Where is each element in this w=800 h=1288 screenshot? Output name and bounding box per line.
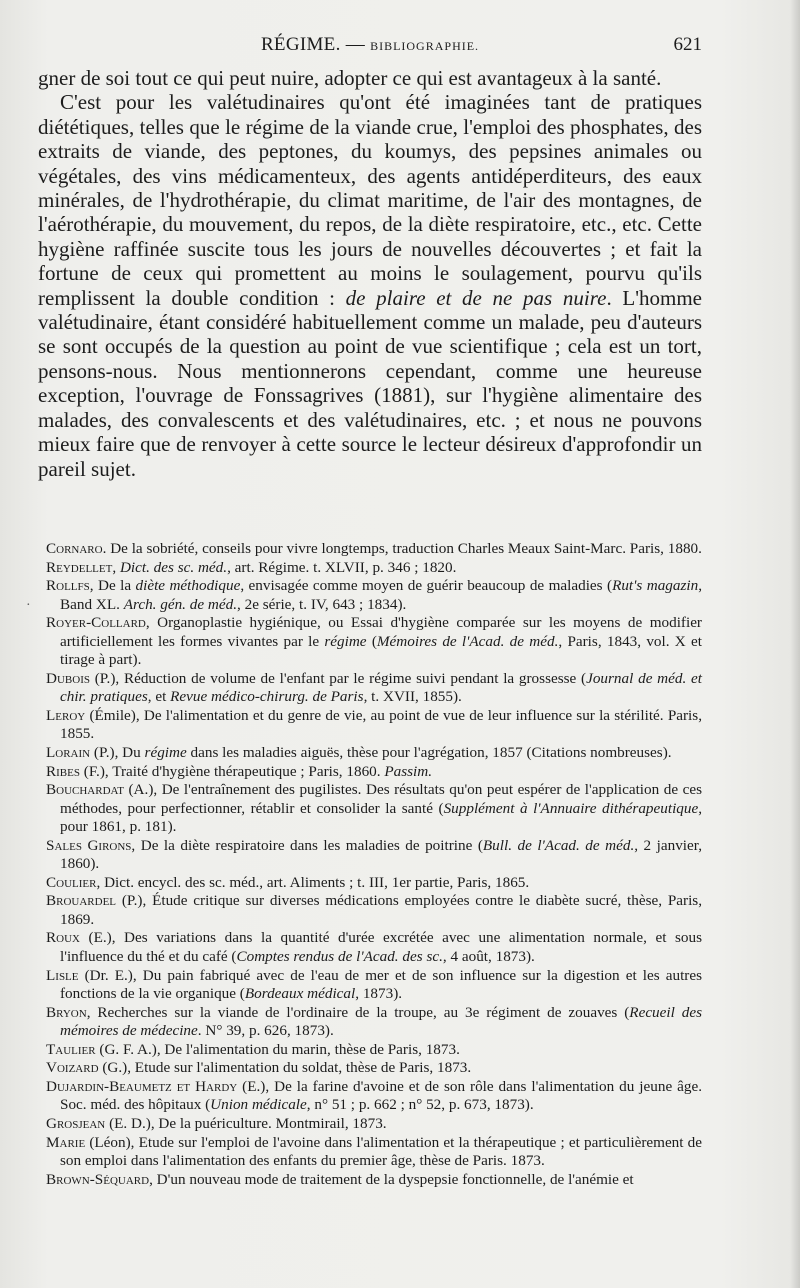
margin-mark: · — [26, 598, 31, 613]
bibliography-entry-italic: Bordeaux médical — [244, 985, 356, 1003]
bibliography-entry: Voizard (G.), Etude sur l'alimentation du soldat, thèse de Paris, 1873. — [46, 1059, 472, 1077]
bibliography-entry-italic: Mémoires de l'Acad. de méd. — [376, 632, 559, 650]
bibliography-author: Bryon, — [46, 1003, 91, 1021]
bibliography-author: Voizard — [46, 1059, 99, 1077]
bibliography-author: Ribes — [46, 762, 80, 780]
bibliography-entry: Taulier (G. F. A.), De l'alimentation du marin, thèse de Paris, 1873. — [46, 1040, 460, 1058]
bibliography-entry: Marie (Léon), Etude sur l'emploi de l'avoine dans l'alimentation et la thérapeutique ; et particulièrement de son emploi dans l'alimentation des enfants du premier âge, thèse de Paris. 1873. — [46, 1133, 702, 1170]
bibliography-entry: Coulier, Dict. encycl. des sc. méd., art. Aliments ; t. III, 1er partie, Paris, 1865. — [46, 873, 530, 891]
bibliography-author: Lorain — [46, 744, 91, 762]
bibliography-entry-italic: régime — [144, 744, 187, 762]
bibliography-entry-italic: Revue médico-chirurg. de Paris — [170, 688, 364, 706]
bibliography-entry: Reydellet, Dict. des sc. méd., art. Régime. t. XLVII, p. 346 ; 1820. — [46, 558, 457, 576]
bibliography-author: Sales Girons, — [46, 836, 136, 854]
bibliography-author: Rollfs, — [46, 577, 94, 595]
bibliography-entry-italic: Journal de méd. et chir. pratiques — [60, 669, 702, 706]
running-head — [38, 34, 702, 58]
bibliography-entry: Lisle (Dr. E.), Du pain fabriqué avec de l'eau de mer et de son influence sur la digestion et les autres fonctions de la vie organique (Bordeaux médical, 1873). — [46, 966, 702, 1003]
bibliography-author: Leroy — [46, 706, 86, 724]
bibliography-entry: Grosjean (E. D.), De la puériculture. Montmirail, 1873. — [46, 1114, 387, 1132]
bibliography-author: Brouardel — [46, 892, 117, 910]
bibliography-entry-italic: Rut's magazin — [612, 577, 699, 595]
bibliography-entry: Brown-Séquard, D'un nouveau mode de traitement de la dyspepsie fonctionnelle, de l'anémie et — [46, 1170, 634, 1188]
bibliography-author: Brown-Séquard, — [46, 1170, 153, 1188]
bibliography-entry: Royer-Collard, Organoplastie hygiénique, ou Essai d'hygiène comparée sur les moyens de modifier artificiellement les formes vivantes par le régime (Mémoires de l'Acad. de méd., Paris, 1843, vol. X et tirage à part). — [46, 614, 702, 669]
bibliography-author: Marie — [46, 1133, 86, 1151]
bibliography-author: Grosjean — [46, 1114, 106, 1132]
bibliography-author: Reydellet, — [46, 558, 117, 576]
running-head-section: RÉGIME. — [260, 34, 341, 55]
body-paragraph: gner de soi tout ce qui peut nuire, adopter ce qui est avantageux à la santé. — [38, 66, 662, 90]
bibliography-entry: Roux (E.), Des variations dans la quantité d'urée excrétée avec une alimentation normale, et sous l'influence du thé et du café (Comptes rendus de l'Acad. des sc., 4 août, 1873). — [46, 929, 702, 966]
bibliography-entry: Leroy (Émile), De l'alimentation et du genre de vie, au point de vue de leur influence sur la stérilité. Paris, 1855. — [46, 706, 702, 743]
bibliography-entry: Dujardin-Beaumetz et Hardy (E.), De la farine d'avoine et de son rôle dans l'alimentation du jeune âge. Soc. méd. des hôpitaux (Union médicale, n° 51 ; p. 662 ; n° 52, p. 673, 1873). — [46, 1077, 702, 1114]
bibliography-author: Coulier, — [46, 873, 101, 891]
bibliography-entry: Dubois (P.), Réduction de volume de l'enfant par le régime suivi pendant la grossesse (Journal de méd. et chir. pratiques, et Revue médico-chirurg. de Paris, t. XVII, 1855). — [46, 669, 702, 706]
bibliography-author: Royer-Collard, — [46, 614, 150, 632]
bibliography-author: Lisle — [46, 966, 79, 984]
body-paragraph: C'est pour les valétudinaires qu'ont été imaginées tant de pratiques diététiques, telles que le régime de la viande crue, l'emploi des phosphates, des extraits de viande, des peptones, du koumys, des pepsines animales ou végétales, des vins médicamenteux, des agents antidéperditeurs, des eaux minérales, de l'hydrothérapie, du climat maritime, de l'air des montagnes, de l'aérothérapie, du mouvement, du repos, de la diète respiratoire, etc., etc. Cette hygiène raffinée suscite tous les jours de nouvelles découvertes ; et fait la fortune de ceux qui promettent au moins le soulagement, pourvu qu'ils remplissent la double condition : de plaire et de ne pas nuire. L'homme valétudinaire, étant considéré habituellement comme un malade, peu d'auteurs se sont occupés de la question au point de vue scientifique ; cela est un tort, pensons-nous. Nous mentionnerons cependant, comme une heureuse exception, l'ouvrage de Fonssagrives (1881), sur l'hygiène alimentaire des malades, des convalescents et des valétudinaires, etc. ; et nous ne pouvons mieux faire que de renvoyer à cette source le lecteur désireux d'approfondir un pareil sujet. — [38, 90, 702, 481]
bibliography-author: Taulier — [46, 1040, 96, 1058]
bibliography-entry: Cornaro. De la sobriété, conseils pour vivre longtemps, traduction Charles Meaux Saint-Marc. Paris, 1880. — [46, 540, 702, 557]
bibliography-entry-italic: Passim. — [384, 762, 433, 780]
running-head-dash: — — [345, 34, 365, 55]
bibliography-entry: Bryon, Recherches sur la viande de l'ordinaire de la troupe, au 3e régiment de zouaves (Recueil des mémoires de médecine. N° 39, p. 626, 1873). — [46, 1003, 702, 1040]
running-head-subtitle: BIBLIOGRAPHIE. — [370, 39, 480, 53]
bibliography-author: Roux — [46, 929, 80, 947]
bibliography-entry-italic: Arch. gén. de méd. — [123, 595, 238, 613]
bibliography-entry: Bouchardat (A.), De l'entraînement des pugilistes. Des résultats qu'on peut espérer de l'application de ces méthodes, pour perfectionner, rétablir et consolider la santé (Supplément à l'Annuaire dithérapeutique, pour 1861, p. 181). — [46, 781, 703, 836]
bibliography-entry: Sales Girons, De la diète respiratoire dans les maladies de poitrine (Bull. de l'Acad. de méd., 2 janvier, 1860). — [46, 836, 702, 873]
body-paragraph-italic: de plaire et de ne pas nuire — [345, 285, 607, 310]
bibliography-entry: Ribes (F.), Traité d'hygiène thérapeutique ; Paris, 1860. Passim. — [46, 762, 433, 780]
bibliography-entry-italic: Dict. des sc. méd. — [119, 558, 228, 576]
bibliography-entry: Rollfs, De la diète méthodique, envisagée comme moyen de guérir beaucoup de maladies (Rut's magazin, Band XL. Arch. gén. de méd., 2e série, t. IV, 643 ; 1834). — [46, 577, 703, 613]
bibliography-list — [46, 540, 702, 1189]
bibliography-entry-italic: régime — [324, 632, 367, 650]
bibliography-entry-italic: Comptes rendus de l'Acad. des sc. — [236, 948, 443, 966]
bibliography-entry-italic: Union médicale — [210, 1096, 307, 1114]
bibliography-entry-italic: Recueil des mémoires de médecine — [60, 1003, 702, 1040]
bibliography-entry: Lorain (P.), Du régime dans les maladies aiguës, thèse pour l'agrégation, 1857 (Citations nombreuses). — [46, 744, 672, 762]
bibliography-author: Bouchardat — [46, 781, 124, 799]
page-number: 621 — [673, 34, 702, 55]
bibliography-entry-italic: Bull. de l'Acad. de méd. — [482, 836, 635, 854]
bibliography-author: Dujardin-Beaumetz et Hardy — [46, 1077, 238, 1095]
body-text — [38, 66, 702, 481]
bibliography-author: Dubois — [46, 669, 90, 687]
bibliography-entry: Brouardel (P.), Étude critique sur diverses médications employées contre le diabète sucré, thèse, Paris, 1869. — [46, 892, 702, 928]
running-head-title — [38, 34, 702, 56]
bibliography-entry-italic: diète méthodique — [135, 577, 241, 595]
bibliography-entry-italic: Supplément à l'Annuaire dithérapeutique — [443, 799, 699, 817]
bibliography-author: Cornaro. — [46, 540, 107, 557]
page-edge-shadow — [790, 0, 800, 1288]
